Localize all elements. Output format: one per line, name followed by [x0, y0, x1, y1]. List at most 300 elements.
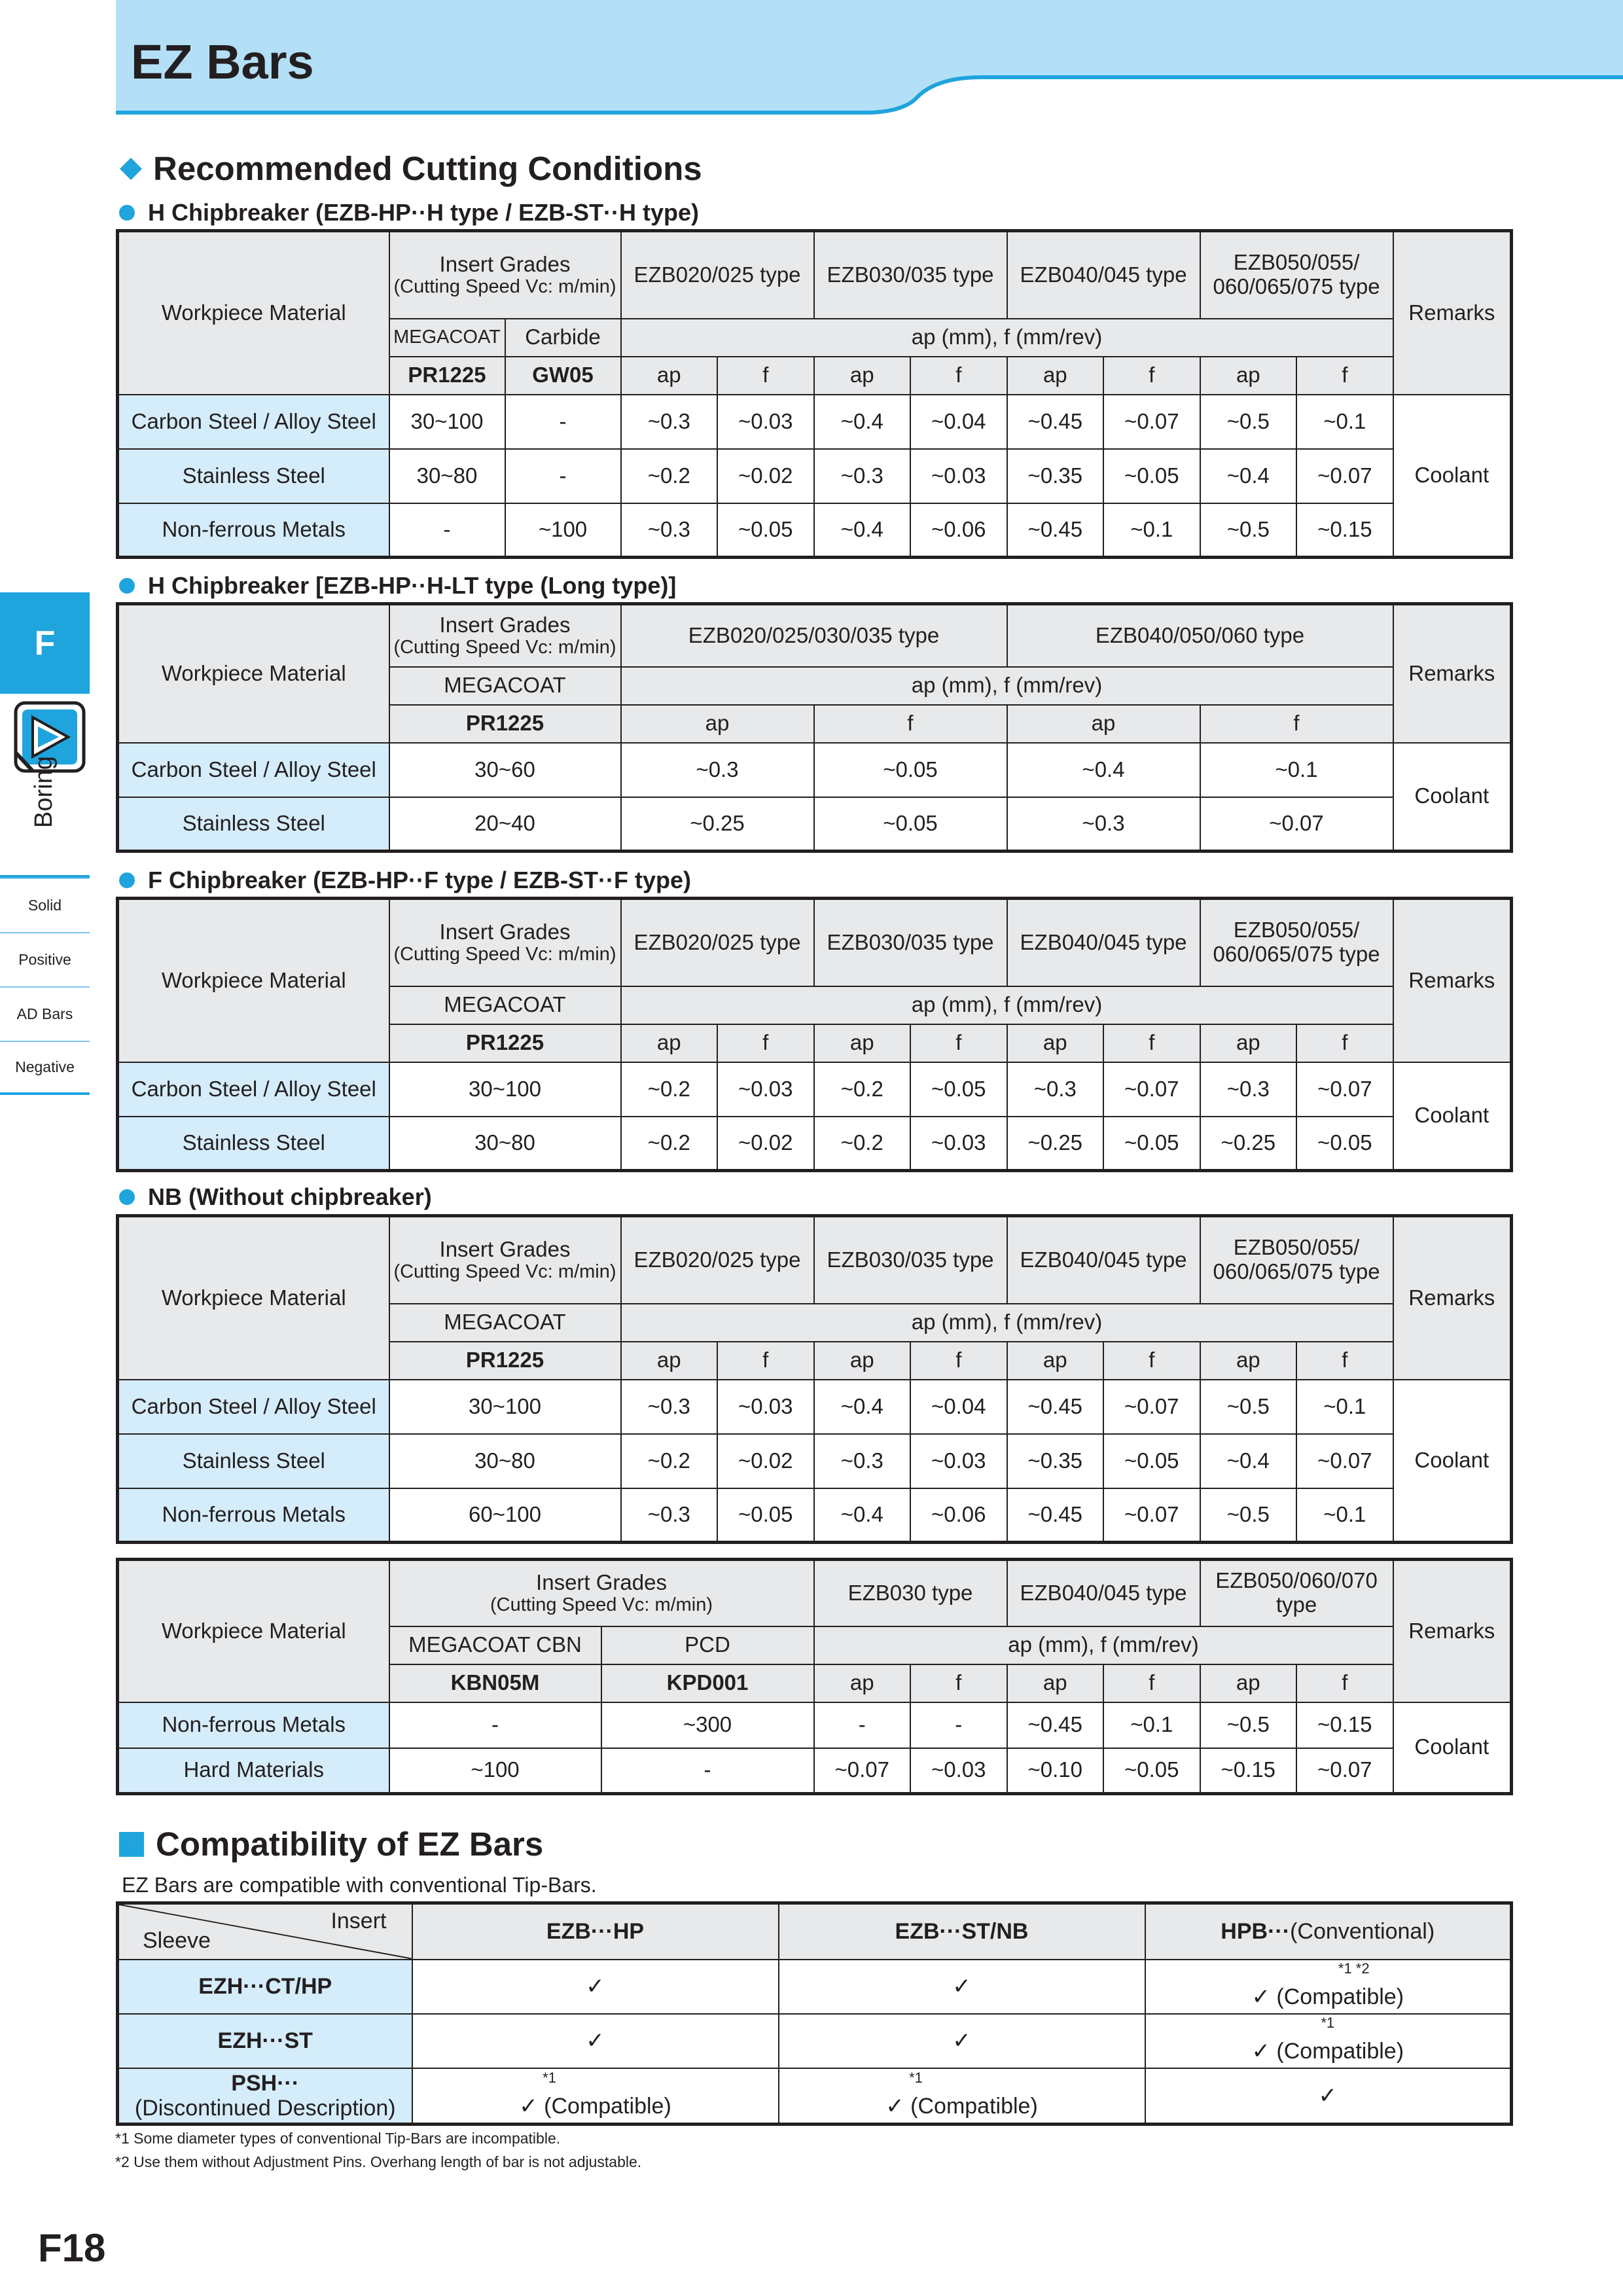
- value-cell: ~0.3: [1200, 1062, 1297, 1117]
- value-cell: ~0.1: [1296, 395, 1393, 449]
- value-cell: ~0.07: [1200, 797, 1393, 852]
- header-type-030: EZB030/035 type: [814, 231, 1007, 319]
- table-row: [118, 1062, 1512, 1117]
- value-cell: ~0.3: [1007, 797, 1200, 852]
- sidebar-tab-solid[interactable]: Solid: [0, 878, 90, 932]
- value-cell: ~0.15: [1200, 1748, 1297, 1794]
- cutting-speed-label: (Cutting Speed Vc: m/min): [393, 637, 616, 658]
- circle-bullet-icon: [119, 1189, 135, 1205]
- header-ap: ap: [1007, 1342, 1104, 1380]
- table-row: [118, 2068, 1512, 2125]
- type-050-line2: 060/065/075 type: [1213, 942, 1380, 967]
- table-row: [118, 1380, 1512, 1434]
- value-cell: ~0.07: [1103, 395, 1200, 449]
- speed-cell: -: [505, 395, 621, 449]
- material-cell: Carbon Steel / Alloy Steel: [118, 395, 389, 449]
- table-h-chipbreaker: [116, 229, 1513, 559]
- value-cell: ~0.4: [814, 1488, 911, 1543]
- insert-label: Insert: [330, 1909, 387, 1933]
- value-cell: ~0.3: [621, 503, 718, 558]
- value-cell: ~0.4: [1200, 449, 1297, 503]
- header-workpiece-material: Workpiece Material: [118, 604, 389, 743]
- value-cell: ~0.45: [1007, 503, 1104, 558]
- type-050-line1: EZB050/060/070: [1215, 1568, 1378, 1593]
- value-cell: ~0.05: [717, 503, 814, 558]
- sleeve-cell: EZH···ST: [118, 2014, 412, 2068]
- value-cell: ~0.2: [621, 1434, 718, 1488]
- value-cell: ~0.10: [1007, 1748, 1104, 1794]
- header-f: f: [717, 1024, 814, 1062]
- value-cell: ~0.05: [1103, 449, 1200, 503]
- header-pr1225: PR1225: [389, 705, 621, 743]
- header-ap: ap: [1007, 1664, 1104, 1702]
- remarks-cell: Coolant: [1393, 395, 1512, 558]
- header-type-040: EZB040/045 type: [1007, 231, 1200, 319]
- speed-cell: ~100: [389, 1748, 601, 1794]
- header-f: f: [1200, 705, 1393, 743]
- speed-cell: -: [389, 503, 505, 558]
- value-cell: ~0.07: [814, 1748, 911, 1794]
- page-number: F18: [38, 2226, 106, 2270]
- table-row: [118, 1117, 1512, 1171]
- header-ap: ap: [1200, 357, 1297, 395]
- table-row: [118, 1702, 1512, 1748]
- subheading-text: F Chipbreaker (EZB-HP··F type / EZB-ST··F type): [148, 867, 692, 893]
- header-insert-grades: [389, 1216, 621, 1304]
- table-compatibility: [116, 1901, 1513, 2126]
- table-row: [118, 1960, 1512, 2014]
- header-type-020: EZB020/025 type: [621, 899, 814, 986]
- compat-cell: [412, 2068, 779, 2125]
- value-cell: ~0.3: [1007, 1062, 1104, 1117]
- header-pr1225: PR1225: [389, 1024, 621, 1062]
- header-f: f: [910, 1024, 1007, 1062]
- header-remarks: Remarks: [1393, 899, 1512, 1062]
- header-pr1225: PR1225: [389, 357, 505, 395]
- header-f: f: [1103, 357, 1200, 395]
- value-cell: -: [814, 1702, 911, 1748]
- header-ap-f: ap (mm), f (mm/rev): [814, 1626, 1393, 1664]
- remarks-cell: Coolant: [1393, 1702, 1512, 1794]
- table-row: [118, 1434, 1512, 1488]
- header-insert-grades: [389, 1560, 814, 1626]
- speed-cell: 30~80: [389, 449, 505, 503]
- speed-cell: 30~100: [389, 1062, 621, 1117]
- header-remarks: Remarks: [1393, 604, 1512, 743]
- header-ap: ap: [621, 705, 814, 743]
- cutting-speed-label: (Cutting Speed Vc: m/min): [393, 1261, 616, 1283]
- header-f: f: [910, 357, 1007, 395]
- table-nb: [116, 1214, 1513, 1544]
- header-f: f: [1296, 1024, 1393, 1062]
- header-megacoat: MEGACOAT: [389, 319, 505, 357]
- value-cell: ~0.25: [1200, 1117, 1297, 1171]
- header-hpb: [1145, 1903, 1512, 1960]
- value-cell: ~0.02: [717, 1434, 814, 1488]
- header-ap: ap: [1007, 705, 1200, 743]
- value-cell: ~0.02: [717, 1117, 814, 1171]
- value-cell: ~0.05: [910, 1062, 1007, 1117]
- value-cell: ~0.2: [621, 1062, 718, 1117]
- subheading-f-chipbreaker: [119, 867, 691, 894]
- header-f: f: [1103, 1342, 1200, 1380]
- sidebar-tab-positive[interactable]: Positive: [0, 932, 90, 986]
- header-workpiece-material: Workpiece Material: [118, 899, 389, 1062]
- table-row: [118, 503, 1512, 558]
- header-ap-f: ap (mm), f (mm/rev): [621, 667, 1393, 705]
- header-ap: ap: [1007, 357, 1104, 395]
- header-ezb-hp: EZB···HP: [412, 1903, 779, 1960]
- type-050-line2: 060/065/075 type: [1213, 1259, 1380, 1284]
- header-ap: ap: [621, 1342, 718, 1380]
- subheading-h-chipbreaker: [119, 199, 699, 226]
- header-type-040: EZB040/045 type: [1007, 1560, 1200, 1626]
- value-cell: ~0.03: [910, 1117, 1007, 1171]
- header-ap-f: ap (mm), f (mm/rev): [621, 1304, 1393, 1342]
- material-cell: Stainless Steel: [118, 797, 389, 852]
- type-050-line1: EZB050/055/: [1233, 250, 1360, 275]
- header-f: f: [1296, 1342, 1393, 1380]
- section-heading-cutting-conditions: [119, 149, 702, 188]
- sidebar-tab-negative[interactable]: Negative: [0, 1041, 90, 1095]
- subheading-text: NB (Without chipbreaker): [148, 1183, 432, 1210]
- material-cell: Stainless Steel: [118, 1434, 389, 1488]
- header-type-020: EZB020/025 type: [621, 231, 814, 319]
- table-row: [118, 797, 1512, 852]
- value-cell: ~0.45: [1007, 1488, 1104, 1543]
- insert-grades-label: Insert Grades: [536, 1570, 667, 1594]
- value-cell: ~0.05: [814, 743, 1007, 797]
- discontinued-label: (Discontinued Description): [134, 2095, 396, 2121]
- value-cell: ~0.5: [1200, 1702, 1297, 1748]
- material-cell: Non-ferrous Metals: [118, 1702, 389, 1748]
- header-workpiece-material: Workpiece Material: [118, 1216, 389, 1380]
- header-pcd: PCD: [601, 1626, 814, 1664]
- header-insert-grades: [389, 899, 621, 986]
- header-type-040: EZB040/045 type: [1007, 899, 1200, 986]
- footnote-1: *1 Some diameter types of conventional Tip-Bars are incompatible.: [115, 2130, 561, 2147]
- value-cell: ~0.4: [814, 395, 911, 449]
- check-icon: ✓: [1251, 1984, 1270, 2010]
- insert-grades-label: Insert Grades: [439, 251, 571, 276]
- value-cell: ~0.35: [1007, 1434, 1104, 1488]
- value-cell: ~0.05: [814, 797, 1007, 852]
- value-cell: ~0.07: [1296, 1748, 1393, 1794]
- value-cell: ~0.1: [1103, 503, 1200, 558]
- material-cell: Carbon Steel / Alloy Steel: [118, 743, 389, 797]
- value-cell: ~0.07: [1103, 1062, 1200, 1117]
- value-cell: ~0.5: [1200, 395, 1297, 449]
- value-cell: ~0.07: [1296, 1062, 1393, 1117]
- header-f: f: [1296, 357, 1393, 395]
- cutting-speed-label: (Cutting Speed Vc: m/min): [393, 276, 616, 298]
- value-cell: ~0.07: [1296, 1434, 1393, 1488]
- speed-cell: ~100: [505, 503, 621, 558]
- value-cell: ~0.5: [1200, 1488, 1297, 1543]
- footnote-2: *2 Use them without Adjustment Pins. Overhang length of bar is not adjustable.: [115, 2153, 642, 2170]
- material-cell: Stainless Steel: [118, 1117, 389, 1171]
- insert-grades-label: Insert Grades: [439, 919, 571, 944]
- header-pr1225: PR1225: [389, 1342, 621, 1380]
- value-cell: ~0.2: [814, 1117, 911, 1171]
- value-cell: ~0.4: [814, 1380, 911, 1434]
- section-tab-f[interactable]: F: [0, 592, 90, 694]
- value-cell: ~0.25: [1007, 1117, 1104, 1171]
- header-kbn05m: KBN05M: [389, 1664, 601, 1702]
- compatible-label: (Compatible): [1276, 2039, 1404, 2064]
- header-type-b: EZB040/050/060 type: [1007, 604, 1393, 667]
- header-ap: ap: [1200, 1342, 1297, 1380]
- compatibility-note: EZ Bars are compatible with conventional Tip-Bars.: [122, 1873, 597, 1897]
- value-cell: ~0.3: [621, 743, 814, 797]
- diamond-bullet-icon: [120, 158, 142, 180]
- header-ap: ap: [1200, 1664, 1297, 1702]
- header-megacoat: MEGACOAT: [389, 1304, 621, 1342]
- check-icon: ✓: [779, 2014, 1145, 2068]
- insert-grades-label: Insert Grades: [439, 1236, 571, 1261]
- table-row: [118, 743, 1512, 797]
- value-cell: ~0.5: [1200, 1380, 1297, 1434]
- compat-cell: [779, 2068, 1145, 2125]
- insert-grades-label: Insert Grades: [439, 612, 571, 637]
- circle-bullet-icon: [119, 205, 135, 221]
- check-icon: ✓: [885, 2094, 904, 2119]
- header-ap-f: ap (mm), f (mm/rev): [621, 319, 1393, 357]
- footnote-marker: *1: [543, 2070, 556, 2087]
- header-insert-grades: [389, 604, 621, 667]
- value-cell: ~0.03: [910, 1748, 1007, 1794]
- value-cell: ~0.2: [814, 1062, 911, 1117]
- header-megacoat-cbn: MEGACOAT CBN: [389, 1626, 601, 1664]
- value-cell: ~0.4: [814, 503, 911, 558]
- header-workpiece-material: Workpiece Material: [118, 1560, 389, 1702]
- section-heading-text: Recommended Cutting Conditions: [153, 150, 702, 187]
- value-cell: ~0.05: [1103, 1117, 1200, 1171]
- sleeve-cell: [118, 2068, 412, 2125]
- material-cell: Non-ferrous Metals: [118, 503, 389, 558]
- type-050-line1: EZB050/055/: [1233, 1235, 1360, 1260]
- table-cbn-pcd: [116, 1558, 1513, 1795]
- conventional-label: (Conventional): [1290, 1919, 1435, 1945]
- header-type-050: [1200, 231, 1393, 319]
- header-f: f: [1103, 1024, 1200, 1062]
- cutting-speed-label: (Cutting Speed Vc: m/min): [393, 944, 616, 965]
- compatible-label: (Compatible): [1276, 1984, 1404, 2010]
- value-cell: ~0.03: [717, 395, 814, 449]
- section-name: Boring: [30, 756, 58, 828]
- speed-cell: 30~80: [389, 1117, 621, 1171]
- check-icon: ✓: [412, 1960, 779, 2014]
- value-cell: ~0.3: [814, 1434, 911, 1488]
- value-cell: -: [910, 1702, 1007, 1748]
- speed-cell: 30~60: [389, 743, 621, 797]
- speed-cell: ~300: [601, 1702, 814, 1748]
- compat-cell: [1145, 2014, 1512, 2068]
- header-ezb-st-nb: EZB···ST/NB: [779, 1903, 1145, 1960]
- speed-cell: -: [601, 1748, 814, 1794]
- table-h-chipbreaker-long: [116, 602, 1513, 853]
- header-f: f: [910, 1342, 1007, 1380]
- material-cell: Non-ferrous Metals: [118, 1488, 389, 1543]
- footnote-marker: *1 *2: [1338, 1960, 1370, 1977]
- header-gw05: GW05: [505, 357, 621, 395]
- header-remarks: Remarks: [1393, 231, 1512, 395]
- circle-bullet-icon: [119, 578, 135, 594]
- type-050-line2: type: [1275, 1592, 1317, 1617]
- value-cell: ~0.07: [1103, 1488, 1200, 1543]
- header-insert-sleeve: [118, 1903, 412, 1960]
- header-type-050: [1200, 899, 1393, 986]
- circle-bullet-icon: [119, 872, 135, 888]
- table-row: [118, 449, 1512, 503]
- header-workpiece-material: Workpiece Material: [118, 231, 389, 395]
- material-cell: Carbon Steel / Alloy Steel: [118, 1062, 389, 1117]
- header-ap: ap: [814, 357, 911, 395]
- value-cell: ~0.03: [717, 1380, 814, 1434]
- header-ap: ap: [814, 1342, 911, 1380]
- table-row: [118, 395, 1512, 449]
- speed-cell: -: [389, 1702, 601, 1748]
- material-cell: Stainless Steel: [118, 449, 389, 503]
- value-cell: ~0.2: [621, 1117, 718, 1171]
- value-cell: ~0.45: [1007, 1380, 1104, 1434]
- header-type-040: EZB040/045 type: [1007, 1216, 1200, 1304]
- header-type-a: EZB020/025/030/035 type: [621, 604, 1007, 667]
- value-cell: ~0.1: [1200, 743, 1393, 797]
- speed-cell: 20~40: [389, 797, 621, 852]
- sleeve-label: Sleeve: [143, 1928, 211, 1954]
- header-type-030: EZB030/035 type: [814, 1216, 1007, 1304]
- value-cell: ~0.15: [1296, 1702, 1393, 1748]
- value-cell: ~0.02: [717, 449, 814, 503]
- header-type-050: [1200, 1216, 1393, 1304]
- value-cell: ~0.3: [621, 395, 718, 449]
- material-cell: Hard Materials: [118, 1748, 389, 1794]
- header-f: f: [717, 1342, 814, 1380]
- header-f: f: [910, 1664, 1007, 1702]
- table-f-chipbreaker: [116, 897, 1513, 1172]
- compatible-label: (Compatible): [544, 2094, 671, 2119]
- check-icon: ✓: [412, 2014, 779, 2068]
- value-cell: ~0.03: [910, 1434, 1007, 1488]
- page-title: EZ Bars: [131, 35, 314, 89]
- check-icon: ✓: [779, 1960, 1145, 2014]
- value-cell: ~0.35: [1007, 449, 1104, 503]
- remarks-cell: Coolant: [1393, 743, 1512, 852]
- value-cell: ~0.05: [1103, 1434, 1200, 1488]
- value-cell: ~0.04: [910, 395, 1007, 449]
- header-ap: ap: [814, 1024, 911, 1062]
- value-cell: ~0.04: [910, 1380, 1007, 1434]
- table-row: [118, 1488, 1512, 1543]
- value-cell: ~0.4: [1200, 1434, 1297, 1488]
- header-f: f: [1103, 1664, 1200, 1702]
- footnote-marker: *1: [909, 2070, 923, 2087]
- material-cell: Carbon Steel / Alloy Steel: [118, 1380, 389, 1434]
- speed-cell: 30~100: [389, 1380, 621, 1434]
- sleeve-cell: EZH···CT/HP: [118, 1960, 412, 2014]
- speed-cell: 60~100: [389, 1488, 621, 1543]
- header-ap: ap: [1200, 1024, 1297, 1062]
- value-cell: ~0.07: [1103, 1380, 1200, 1434]
- value-cell: ~0.1: [1296, 1488, 1393, 1543]
- header-ap: ap: [1007, 1024, 1104, 1062]
- value-cell: ~0.03: [910, 449, 1007, 503]
- compatible-label: (Compatible): [910, 2094, 1038, 2119]
- value-cell: ~0.45: [1007, 395, 1104, 449]
- value-cell: ~0.03: [717, 1062, 814, 1117]
- header-insert-grades: [389, 231, 621, 319]
- value-cell: ~0.05: [1103, 1748, 1200, 1794]
- header-ap: ap: [621, 1024, 718, 1062]
- subheading-text: H Chipbreaker (EZB-HP··H type / EZB-ST··H type): [148, 199, 700, 226]
- value-cell: ~0.3: [621, 1380, 718, 1434]
- footnote-marker: *1: [1321, 2015, 1335, 2032]
- value-cell: ~0.25: [621, 797, 814, 852]
- header-f: f: [814, 705, 1007, 743]
- value-cell: ~0.4: [1007, 743, 1200, 797]
- value-cell: ~0.3: [621, 1488, 718, 1543]
- header-remarks: Remarks: [1393, 1560, 1512, 1702]
- value-cell: ~0.3: [814, 449, 911, 503]
- header-ap-f: ap (mm), f (mm/rev): [621, 986, 1393, 1024]
- header-type-020: EZB020/025 type: [621, 1216, 814, 1304]
- remarks-cell: Coolant: [1393, 1062, 1512, 1171]
- header-carbide: Carbide: [505, 319, 621, 357]
- header-type-030: EZB030/035 type: [814, 899, 1007, 986]
- header-ap: ap: [814, 1664, 911, 1702]
- type-050-line1: EZB050/055/: [1233, 918, 1360, 942]
- check-icon: ✓: [1251, 2039, 1270, 2064]
- type-050-line2: 060/065/075 type: [1213, 274, 1380, 299]
- header-remarks: Remarks: [1393, 1216, 1512, 1380]
- value-cell: ~0.1: [1103, 1702, 1200, 1748]
- value-cell: ~0.45: [1007, 1702, 1104, 1748]
- header-megacoat: MEGACOAT: [389, 667, 621, 705]
- header-f: f: [1296, 1664, 1393, 1702]
- value-cell: ~0.05: [717, 1488, 814, 1543]
- table-row: [118, 1748, 1512, 1794]
- speed-cell: 30~80: [389, 1434, 621, 1488]
- header-megacoat: MEGACOAT: [389, 986, 621, 1024]
- remarks-cell: Coolant: [1393, 1380, 1512, 1543]
- header-f: f: [717, 357, 814, 395]
- section-heading-compatibility: [119, 1825, 543, 1863]
- subheading-text: H Chipbreaker [EZB-HP··H-LT type (Long type)]: [148, 572, 677, 599]
- check-icon: ✓: [519, 2094, 538, 2119]
- sidebar-tab-ad-bars[interactable]: AD Bars: [0, 986, 90, 1041]
- square-bullet-icon: [119, 1832, 144, 1857]
- header-ap: ap: [621, 357, 718, 395]
- speed-cell: -: [505, 449, 621, 503]
- subheading-nb: [119, 1183, 432, 1211]
- header-type-050: [1200, 1560, 1393, 1626]
- subheading-h-chipbreaker-long: [119, 572, 676, 600]
- header-kpd001: KPD001: [601, 1664, 814, 1702]
- section-heading-text: Compatibility of EZ Bars: [156, 1825, 544, 1863]
- psh-label: PSH···: [231, 2070, 300, 2096]
- value-cell: ~0.05: [1296, 1117, 1393, 1171]
- hpb-label: HPB···: [1221, 1919, 1291, 1945]
- table-row: [118, 2014, 1512, 2068]
- value-cell: ~0.06: [910, 1488, 1007, 1543]
- speed-cell: 30~100: [389, 395, 505, 449]
- value-cell: ~0.2: [621, 449, 718, 503]
- header-type-030: EZB030 type: [814, 1560, 1007, 1626]
- cutting-speed-label: (Cutting Speed Vc: m/min): [490, 1594, 713, 1616]
- value-cell: ~0.1: [1296, 1380, 1393, 1434]
- value-cell: ~0.06: [910, 503, 1007, 558]
